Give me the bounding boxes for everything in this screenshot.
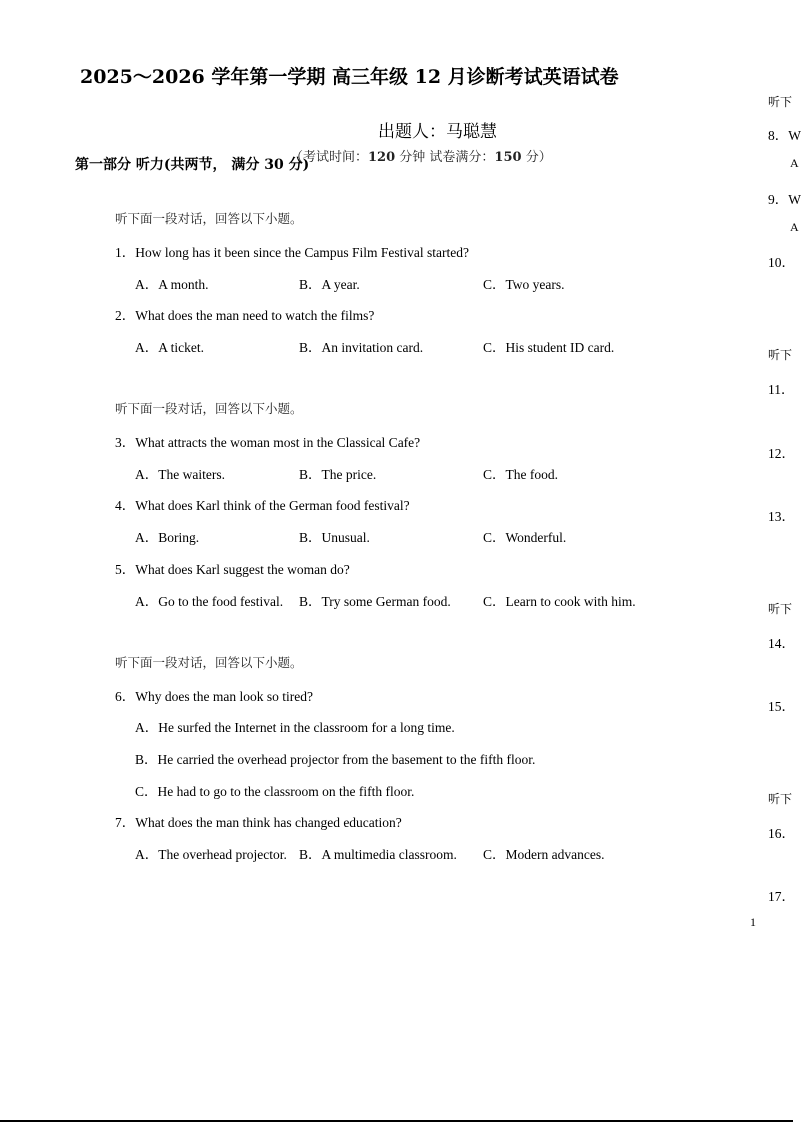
right-col-item: 11．: [768, 382, 795, 397]
score-value: 150: [494, 150, 522, 165]
time-unit: 分钟 试卷满分：: [395, 150, 495, 165]
right-col-item: 16．: [768, 826, 795, 841]
q1-option-a: A．A month.: [135, 277, 209, 292]
section-instruction: 听下面一段对话，回答以下小题。: [115, 401, 303, 416]
section-instruction: 听下面一段对话，回答以下小题。: [115, 211, 303, 226]
right-col-item: 12．: [768, 446, 795, 461]
page-number: 1: [750, 915, 756, 929]
q3-option-c: C．The food.: [483, 467, 558, 482]
q5-option-c: C．Learn to cook with him.: [483, 594, 636, 609]
right-col-item: 10．: [768, 255, 795, 270]
author-line: 出题人：马聪慧: [378, 122, 497, 142]
right-col-item: A: [790, 156, 799, 170]
question-7: 7．What does the man think has changed education?: [115, 815, 402, 830]
q6-option-c: C．He had to go to the classroom on the fifth floor.: [135, 784, 415, 799]
q2-option-c: C．His student ID card.: [483, 340, 615, 355]
question-4: 4．What does Karl think of the German food festival?: [115, 498, 410, 513]
q6-option-a: A．He surfed the Internet in the classroom for a long time.: [135, 720, 455, 735]
q4-option-b: B．Unusual.: [299, 530, 370, 545]
q1-option-b: B．A year.: [299, 277, 360, 292]
question-2: 2．What does the man need to watch the films?: [115, 308, 375, 323]
right-col-item: 14．: [768, 636, 795, 651]
question-6: 6．Why does the man look so tired?: [115, 689, 313, 704]
exam-title: 2025～2026 学年第一学期 高三年级 12 月诊断考试英语试卷: [80, 66, 619, 88]
right-col-item: 13．: [768, 509, 795, 524]
right-col-item: 17．: [768, 889, 795, 904]
q2-option-b: B．An invitation card.: [299, 340, 424, 355]
q7-option-c: C．Modern advances.: [483, 847, 605, 862]
time-value: 120: [368, 150, 396, 165]
q1-option-c: C．Two years.: [483, 277, 565, 292]
right-col-item: 听下: [768, 348, 793, 362]
q4-option-a: A．Boring.: [135, 530, 200, 545]
q2-option-a: A．A ticket.: [135, 340, 204, 355]
right-col-item: 听下: [768, 602, 793, 616]
section-instruction: 听下面一段对话，回答以下小题。: [115, 655, 303, 670]
right-col-item: 听下: [768, 95, 793, 109]
q4-option-c: C．Wonderful.: [483, 530, 567, 545]
q3-option-b: B．The price.: [299, 467, 377, 482]
question-3: 3．What attracts the woman most in the Classical Cafe?: [115, 435, 421, 450]
question-1: 1．How long has it been since the Campus Film Festival started?: [115, 245, 469, 260]
next-column-fragment: [768, 0, 801, 1122]
right-col-item: A: [790, 220, 799, 234]
right-col-item: 9．W: [768, 192, 801, 207]
right-col-item: 8．W: [768, 128, 801, 143]
q7-option-a: A．The overhead projector.: [135, 847, 287, 862]
q7-option-b: B．A multimedia classroom.: [299, 847, 457, 862]
q6-option-b: B．He carried the overhead projector from the basement to the fifth floor.: [135, 752, 536, 767]
right-col-item: 听下: [768, 792, 793, 806]
score-unit: 分）: [521, 150, 552, 165]
q3-option-a: A．The waiters.: [135, 467, 225, 482]
part-one-heading: 第一部分 听力(共两节， 满分 30 分): [75, 157, 310, 173]
exam-time-info: [290, 146, 552, 165]
question-5: 5．What does Karl suggest the woman do?: [115, 562, 350, 577]
time-prefix: （考试时间：: [290, 150, 369, 165]
q5-option-b: B．Try some German food.: [299, 594, 451, 609]
q5-option-a: A．Go to the food festival.: [135, 594, 284, 609]
right-col-item: 15．: [768, 699, 795, 714]
